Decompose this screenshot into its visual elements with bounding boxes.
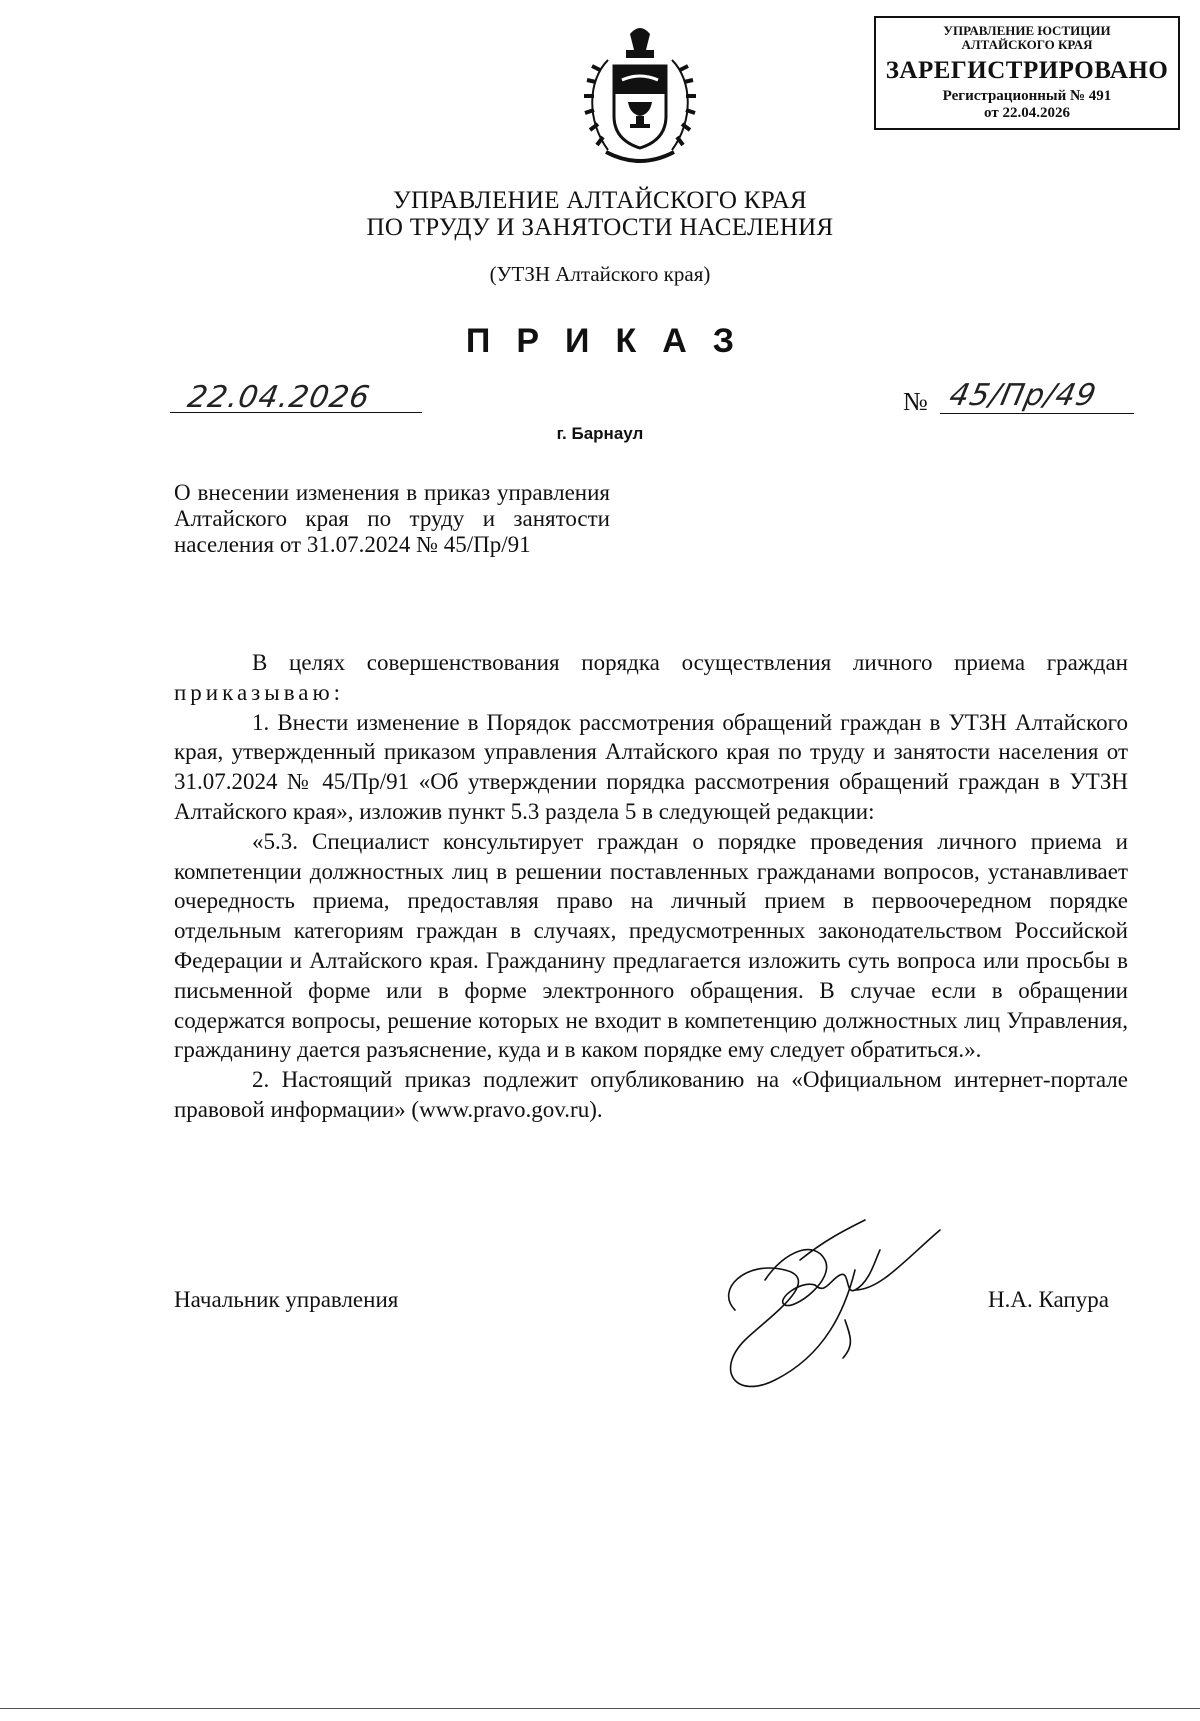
- handwritten-number: 45/Пр/49: [946, 378, 1100, 413]
- number-underline: [940, 413, 1134, 414]
- org-name-line2: ПО ТРУДУ И ЗАНЯТОСТИ НАСЕЛЕНИЯ: [366, 214, 834, 241]
- signatory-position: Начальник управления: [174, 1287, 399, 1312]
- stamp-reg-number: Регистрационный № 491: [942, 88, 1112, 104]
- document-body: [174, 648, 1128, 1125]
- city: г. Барнаул: [556, 424, 644, 443]
- handwritten-date: 22.04.2026: [184, 380, 373, 415]
- handwritten-signature-icon: [705, 1200, 965, 1410]
- body-item-2: 2. Настоящий приказ подлежит опубликованию на «Официальном интернет-портале правовой информации» (www.pravo.gov.ru).: [174, 1067, 1128, 1122]
- page-bottom-edge: [0, 1708, 1200, 1709]
- body-intro-order-word: приказываю:: [174, 679, 345, 705]
- document-type-title: ПРИКАЗ: [465, 322, 761, 360]
- altai-krai-coat-of-arms-icon: [578, 20, 702, 172]
- body-intro: [174, 648, 1128, 708]
- stamp-reg-date: от 22.04.2026: [984, 105, 1070, 121]
- number-label: №: [903, 387, 928, 416]
- stamp-title: ЗАРЕГИСТРИРОВАНО: [885, 57, 1169, 84]
- stamp-line2: АЛТАЙСКОГО КРАЯ: [961, 37, 1093, 52]
- document-subject: О внесении изменения в приказ управления Алтайского края по труду и занятости населения от 31.07.2024 № 45/Пр/91: [174, 480, 610, 557]
- org-short-name: (УТЗН Алтайского края): [489, 262, 711, 286]
- body-intro-text: В целях совершенствования порядка осуществления личного приема граждан: [252, 650, 1128, 675]
- signatory-name: Н.А. Капура: [988, 1287, 1109, 1312]
- body-item-1: 1. Внести изменение в Порядок рассмотрения обращений граждан в УТЗН Алтайского края, утвержденный приказом управления Алтайского края по труду и занятости населения от 31.07.2024 № 45/Пр/91 «Об утверждении порядка рассмотрения обращений граждан в УТЗН Алтайского края», изложив пункт 5.3 раздела 5 в следующей редакции:: [174, 709, 1128, 824]
- body-item-1-quote: «5.3. Специалист консультирует граждан о порядке проведения личного приема и компетенции должностных лиц в решении поставленных гражданами вопросов, устанавливает очередность приема, предоставляя право на личный прием в первоочередном порядке отдельным категориям граждан в случаях, предусмотренных законодательством Российской Федерации и Алтайского края. Гражданину предлагается изложить суть вопроса или просьбы в письменной форме или в форме электронного обращения. В случае если в обращении содержатся вопросы, решение которых не входит в компетенцию должностных лиц Управления, гражданину дается разъяснение, куда и в каком порядке ему следует обратиться.».: [174, 828, 1128, 1063]
- date-underline: [170, 412, 422, 413]
- registration-stamp: [874, 16, 1180, 130]
- stamp-line1: УПРАВЛЕНИЕ ЮСТИЦИИ: [943, 23, 1111, 38]
- org-name-line1: УПРАВЛЕНИЕ АЛТАЙСКОГО КРАЯ: [392, 187, 808, 214]
